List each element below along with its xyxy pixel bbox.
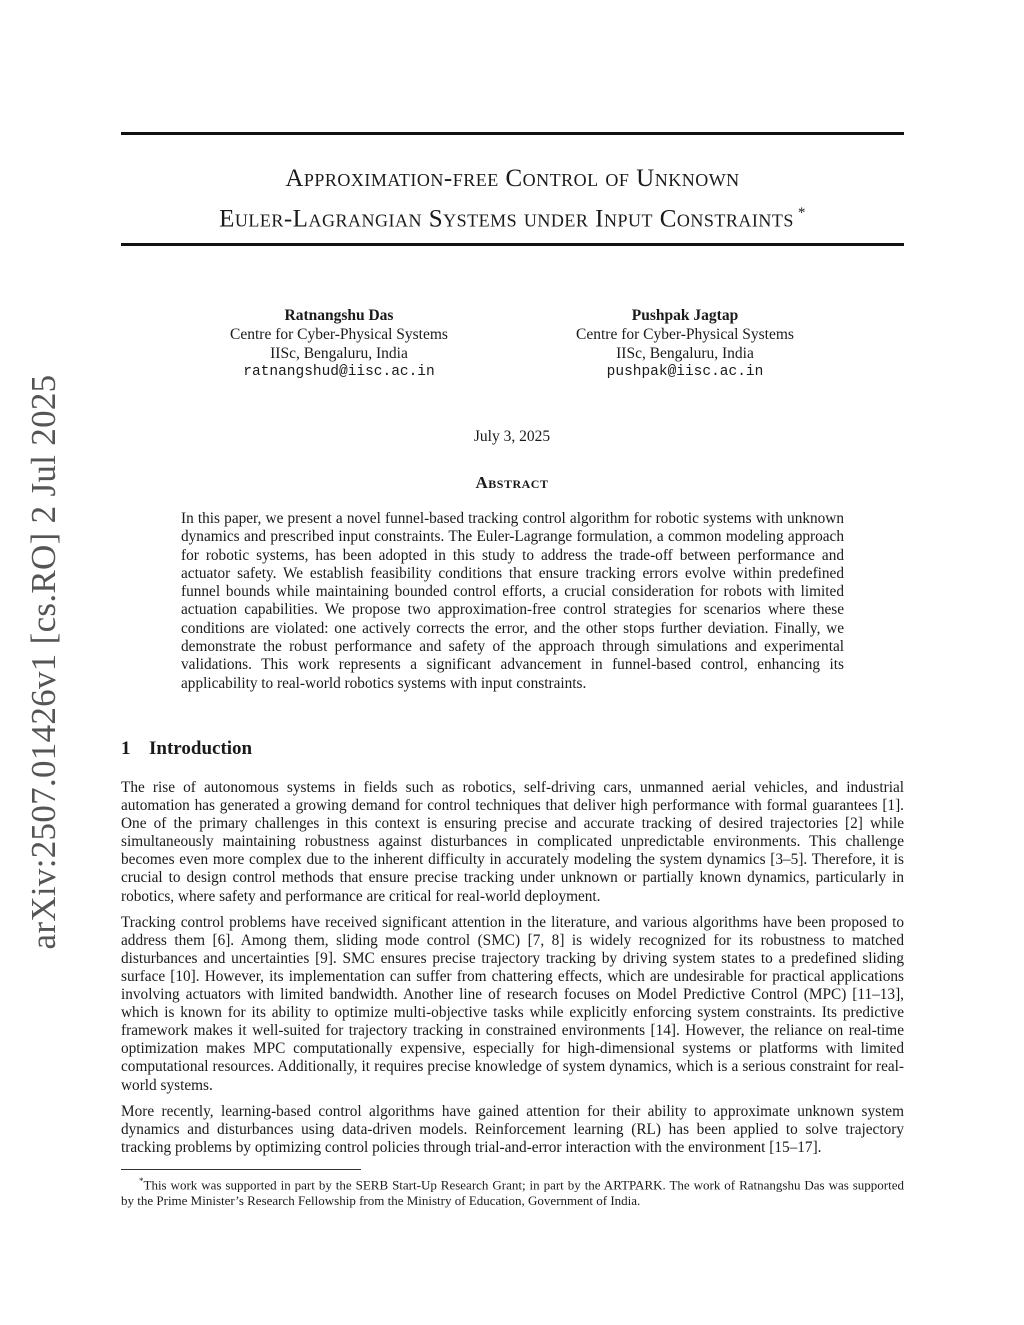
author-affiliation: Centre for Cyber-Physical Systems xyxy=(576,326,794,343)
title-bottom-rule xyxy=(121,243,904,246)
footnote-mark: * xyxy=(139,1176,144,1186)
footnote-rule xyxy=(121,1169,361,1170)
author-email[interactable]: ratnangshud@iisc.ac.in xyxy=(243,364,435,380)
paragraph: More recently, learning-based control algorithms have gained attention for their ability to approximate unknown system dynamics and disturbances using data-driven models. Reinforcement learning (RL) has been applied to solve trajectory tracking problems by optimizing control policies through trial-and-error interaction with the environment [15–17]. xyxy=(121,1102,904,1156)
paper-title-line-2-text: Euler-Lagrangian Systems under Input Constraints xyxy=(219,205,794,233)
abstract-text: In this paper, we present a novel funnel-based tracking control algorithm for robotic systems with unknown dynamics and prescribed input constraints. The Euler-Lagrange formulation, a common modeling approach for robotic systems, has been adopted in this study to address the trade-off between performance and actuator safety. We establish feasibility conditions that ensure tracking errors evolve within predefined funnel bounds while maintaining bounded control efforts, a crucial consideration for robots with limited actuation capabilities. We propose two approximation-free control strategies for scenarios where these conditions are violated: one actively corrects the error, and the other stops further deviation. Finally, we demonstrate the robust performance and safety of the approach through simulations and experimental validations. This work represents a significant advancement in funnel-based control, enhancing its applicability to real-world robotics systems with input constraints. xyxy=(181,510,844,692)
author-affiliation: Centre for Cyber-Physical Systems xyxy=(230,326,448,343)
arxiv-identifier: arXiv:2507.01426v1 [cs.RO] 2 Jul 2025 xyxy=(24,374,63,950)
footnote xyxy=(121,1173,904,1209)
paper-title-line-1: Approximation-free Control of Unknown xyxy=(285,165,740,192)
paragraph: The rise of autonomous systems in fields such as robotics, self-driving cars, unmanned aerial vehicles, and industrial automation has generated a growing demand for control techniques that deliver high performance with formal guarantees [1]. One of the primary challenges in this context is ensuring precise and accurate tracking of desired trajectories [2] while simultaneously maintaining robustness against disturbances in complicated unpredictable environments. This challenge becomes even more complex due to the inherent difficulty in accurately modeling the system dynamics [3–5]. Therefore, it is crucial to design control methods that ensure precise tracking under unknown or partially known dynamics, particularly in robotics, where safety and performance are critical for real-world deployment. xyxy=(121,779,904,905)
author-email[interactable]: pushpak@iisc.ac.in xyxy=(606,364,764,380)
author-location: IISc, Bengaluru, India xyxy=(270,345,408,362)
paragraph: Tracking control problems have received significant attention in the literature, and various algorithms have been proposed to address them [6]. Among them, sliding mode control (SMC) [7, 8] is widely recognized for its robustness to matched disturbances and uncertainties [9]. SMC ensures precise trajectory tracking by driving system states to a predefined sliding surface [10]. However, its implementation can suffer from chattering effects, which are undesirable for practical applications involving actuators with limited bandwidth. Another line of research focuses on Model Predictive Control (MPC) [11–13], which is known for its ability to optimize multi-objective tasks while explicitly enforcing system constraints. Its predictive framework makes it well-suited for trajectory tracking in constrained environments [14]. However, the reliance on real-time optimization makes MPC computationally expensive, especially for high-dimensional systems or platforms with limited computational resources. Additionally, it requires precise knowledge of system dynamics, which is a serious constraint for real-world systems. xyxy=(121,913,904,1094)
footnote-text: This work was supported in part by the SERB Start-Up Research Grant; in part by the ARTPARK. The work of Ratnangshu Das was supported by the Prime Minister’s Research Fellowship from the Ministry of Education, Government of India. xyxy=(121,1177,904,1209)
section-heading xyxy=(121,738,252,760)
author-name: Ratnangshu Das xyxy=(284,307,394,324)
author-location: IISc, Bengaluru, India xyxy=(616,345,754,362)
author-block-1 xyxy=(189,306,489,382)
section-number: 1 xyxy=(121,738,131,759)
abstract-heading: Abstract xyxy=(475,473,549,492)
paper-title-line-2 xyxy=(121,196,904,236)
author-block-2 xyxy=(535,306,835,382)
author-name: Pushpak Jagtap xyxy=(631,307,739,324)
publication-date: July 3, 2025 xyxy=(473,428,551,445)
section-title: Introduction xyxy=(149,738,253,759)
title-footnote-mark: * xyxy=(797,205,806,221)
body-text xyxy=(121,779,904,1165)
title-top-rule xyxy=(121,132,904,135)
